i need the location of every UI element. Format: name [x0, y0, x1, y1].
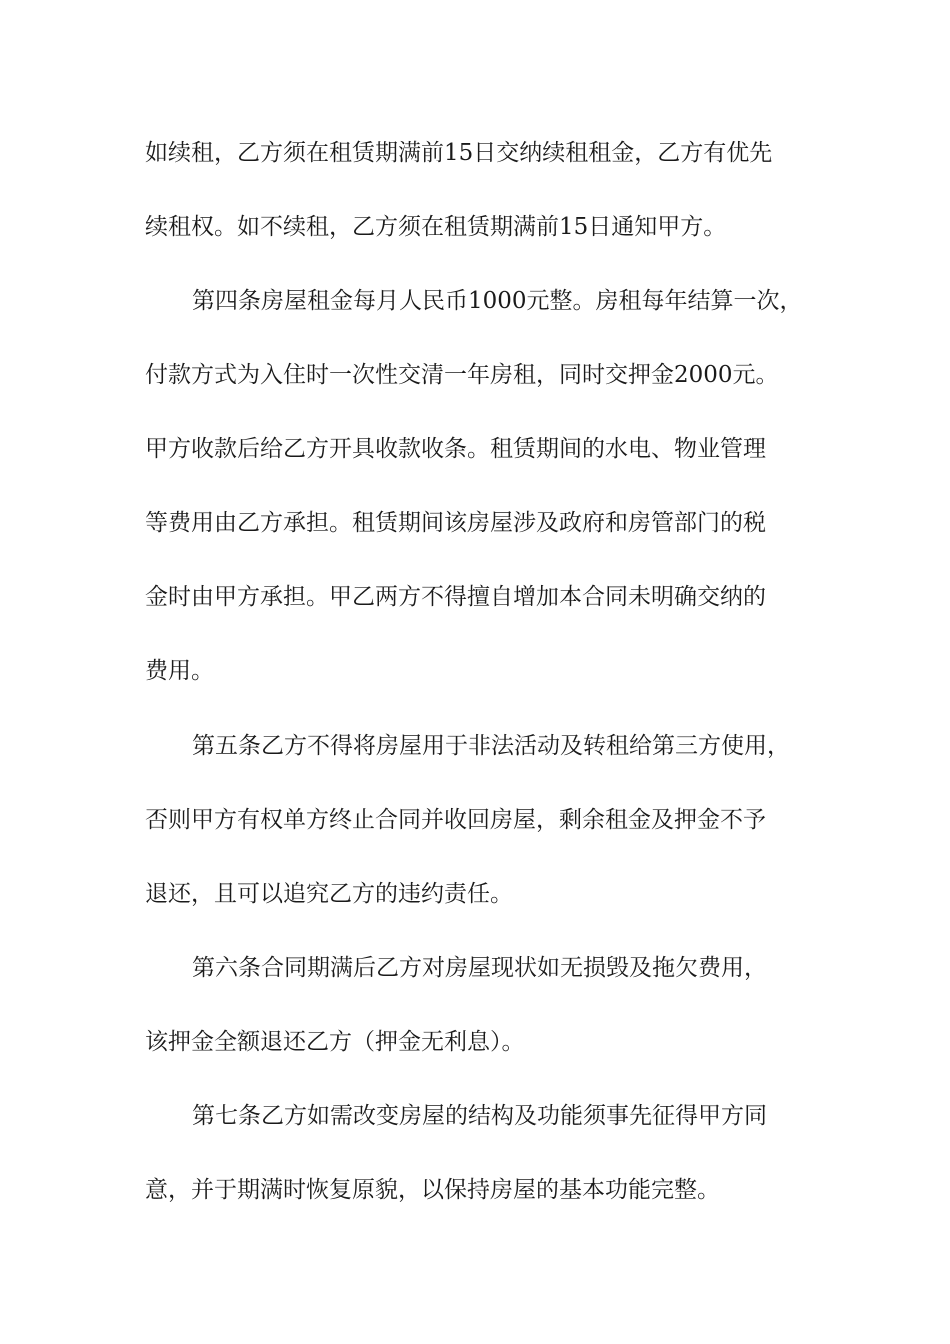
clause-5-heading-line: 第五条乙方不得将房屋用于非法活动及转租给第三方使用，	[192, 733, 790, 759]
paragraph-line: 甲方收款后给乙方开具收款收条。租赁期间的水电、物业管理	[145, 436, 766, 462]
paragraph-line: 意，并于期满时恢复原貌，以保持房屋的基本功能完整。	[145, 1177, 720, 1203]
paragraph-line: 付款方式为入住时一次性交清一年房租，同时交押金2000元。	[145, 362, 779, 388]
paragraph-line: 该押金全额退还乙方（押金无利息）。	[145, 1029, 525, 1055]
clause-4-heading-line: 第四条房屋租金每月人民币1000元整。房租每年结算一次，	[192, 288, 803, 314]
paragraph-line: 费用。	[145, 658, 214, 684]
paragraph-line: 退还，且可以追究乙方的违约责任。	[145, 881, 513, 907]
paragraph-line: 金时由甲方承担。甲乙两方不得擅自增加本合同未明确交纳的	[145, 584, 766, 610]
paragraph-line: 续租权。如不续租，乙方须在租赁期满前15日通知甲方。	[145, 214, 727, 240]
paragraph-line: 等费用由乙方承担。租赁期间该房屋涉及政府和房管部门的税	[145, 510, 766, 536]
clause-7-heading-line: 第七条乙方如需改变房屋的结构及功能须事先征得甲方同	[192, 1103, 767, 1129]
clause-6-heading-line: 第六条合同期满后乙方对房屋现状如无损毁及拖欠费用，	[192, 955, 767, 981]
paragraph-line: 如续租，乙方须在租赁期满前15日交纳续租租金，乙方有优先	[145, 140, 773, 166]
paragraph-line: 否则甲方有权单方终止合同并收回房屋，剩余租金及押金不予	[145, 807, 766, 833]
